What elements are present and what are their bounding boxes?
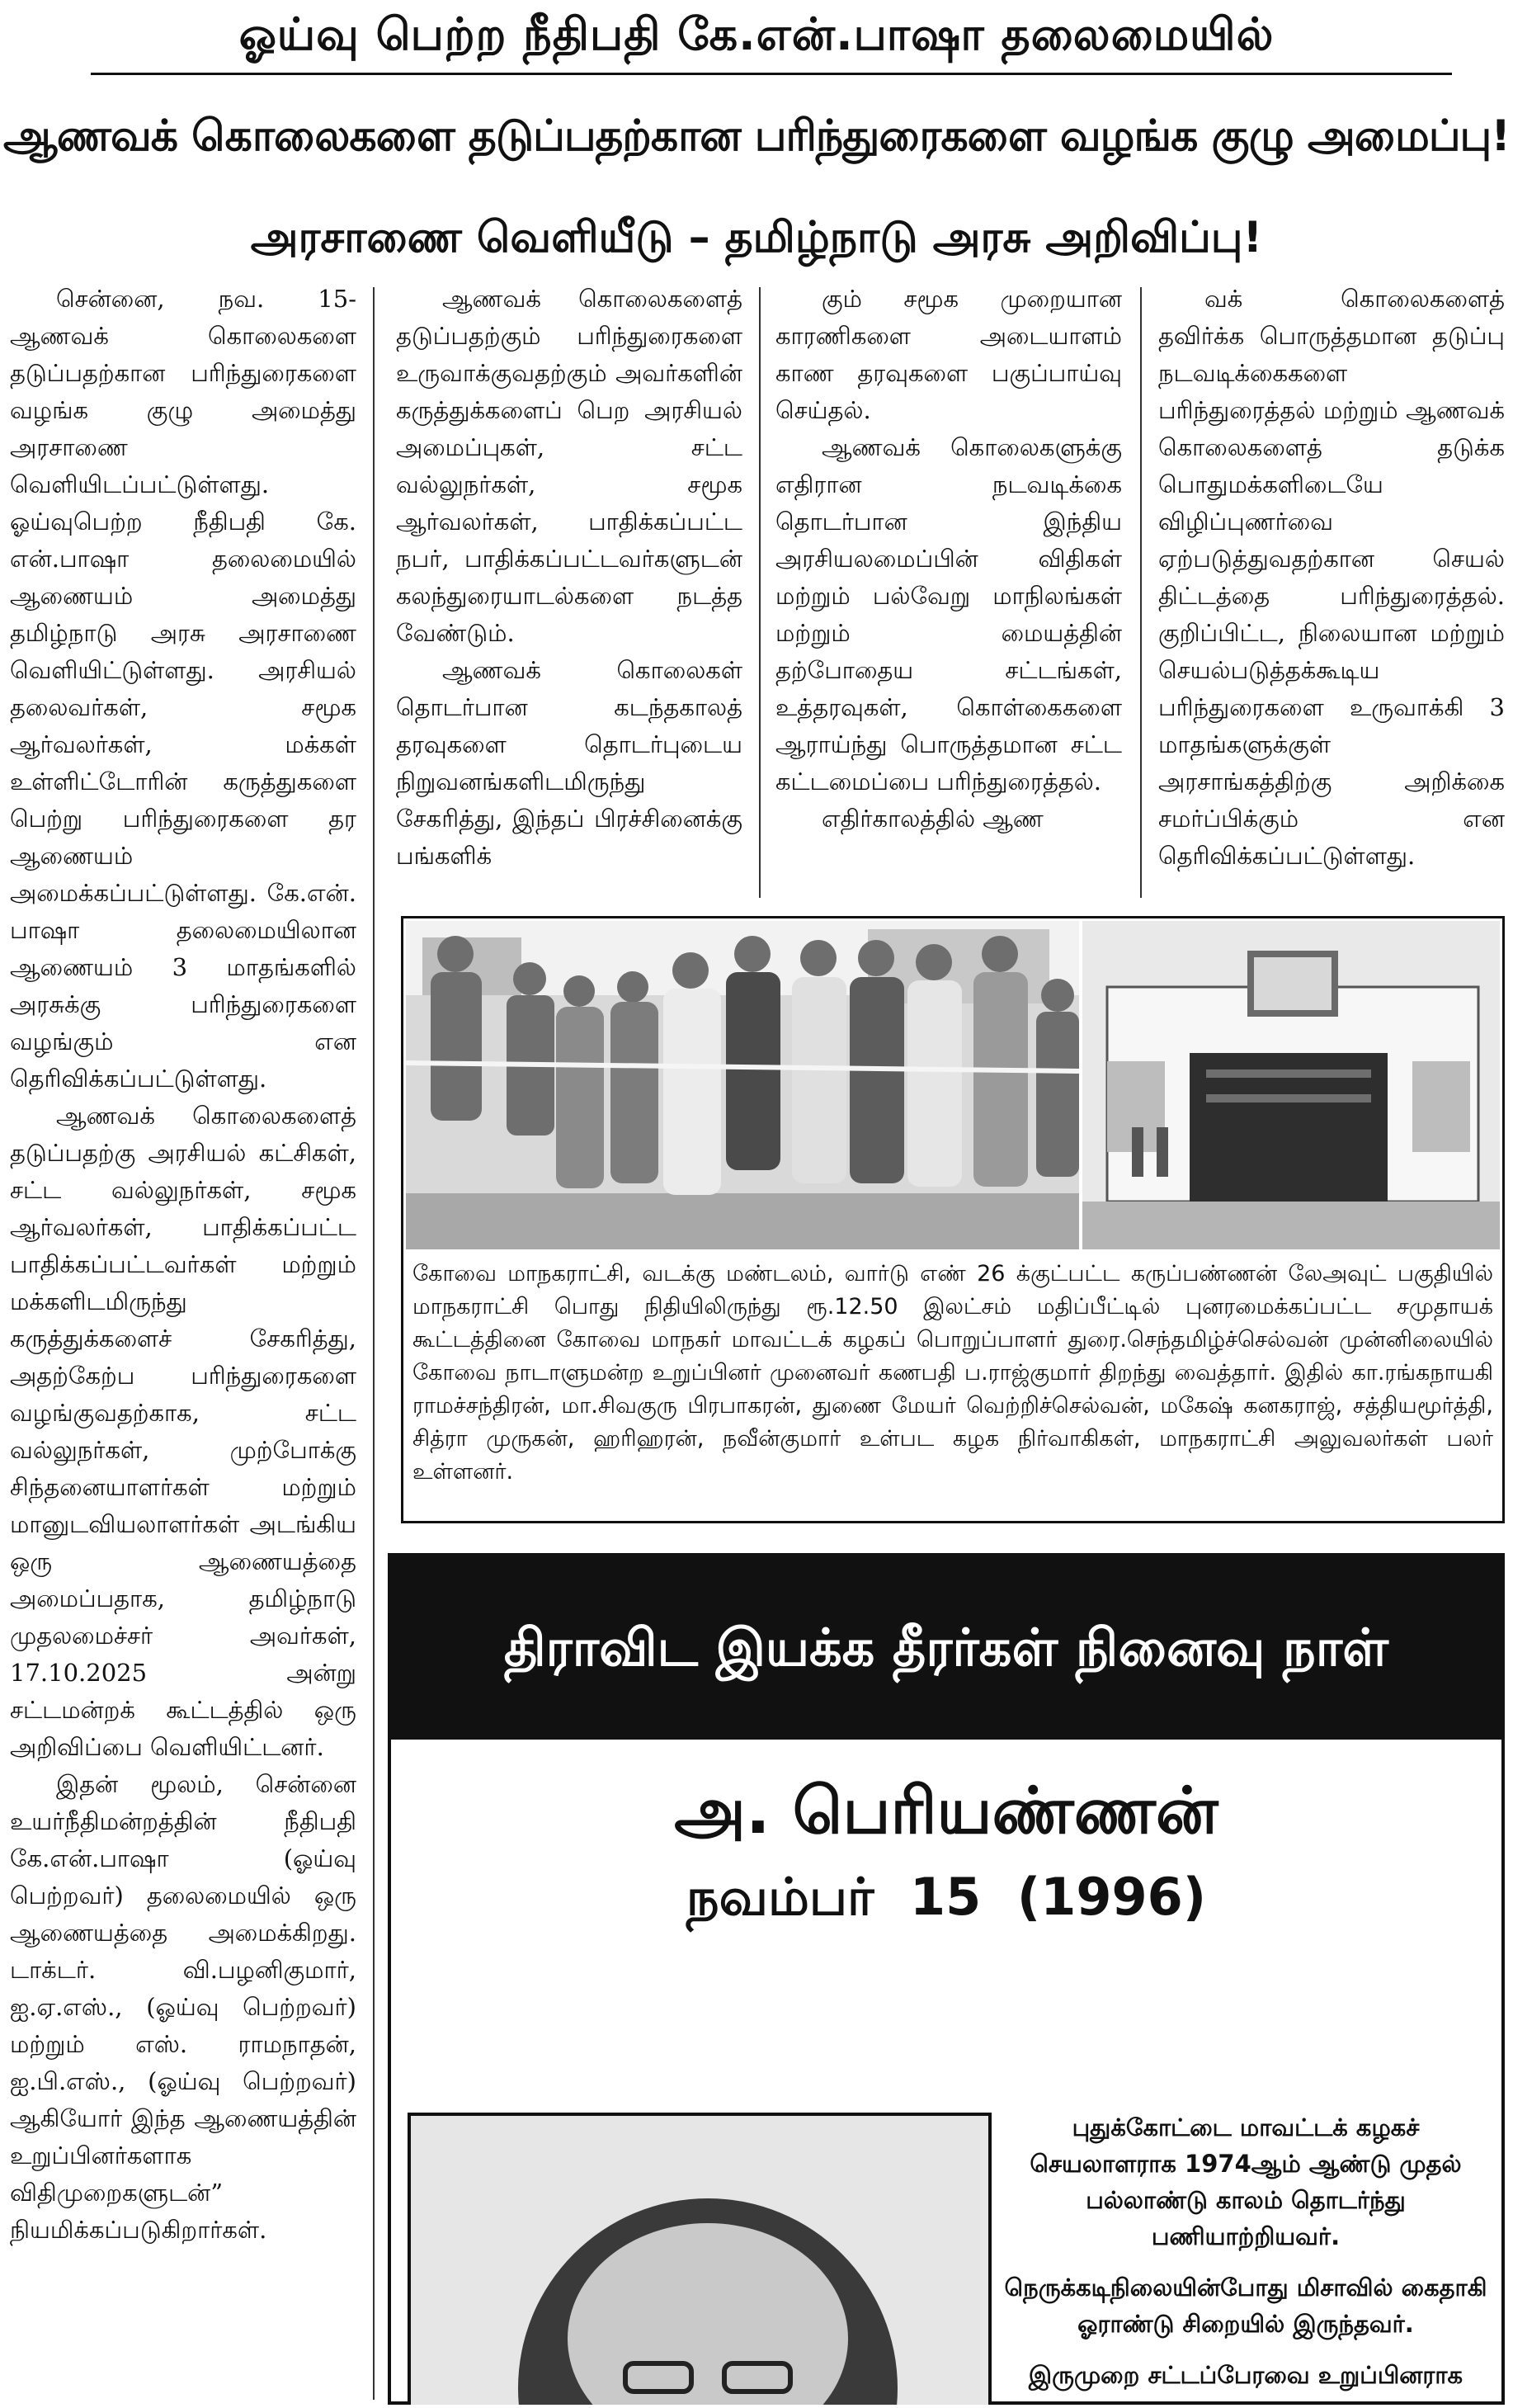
article-column-3 xyxy=(775,281,1122,904)
ribbon-cutting-photo xyxy=(406,921,1079,1249)
memorial-portrait xyxy=(408,2113,992,2405)
article-column-1 xyxy=(10,281,356,2401)
sub-headline: அரசாணை வெளியீடு – தமிழ்நாடு அரசு அறிவிப்பு! xyxy=(250,213,1263,262)
article-column-4 xyxy=(1158,281,1505,904)
article-paragraph: ஆணவக் கொலைகளைத் தடுப்பதற்கு அரசியல் கட்சிகள், சட்ட வல்லுநர்கள், சமூக ஆர்வலர்கள், பாதிக்கப்பட்ட பாதிக்கப்பட்டவர்கள் மற்றும் மக்களிடமிருந்து கருத்துக்களைச் சேகரித்து, அதற்கேற்ப பரிந்துரைகளை வழங்குவதற்காக, சட்ட வல்லுநர்கள், முற்போக்கு சிந்தனையாளர்கள் மற்றும் மானுடவியலாளர்கள் அடங்கிய ஒரு ஆணையத்தை அமைப்பதாக, தமிழ்நாடு முதலமைச்சர் அவர்கள், 17.10.2025 அன்று சட்டமன்றக் கூட்டத்தில் ஒரு அறிவிப்பை வெளியிட்டனர். xyxy=(10,1102,356,1761)
column-divider xyxy=(759,287,761,898)
memorial-name: அ. பெரியண்ணன் xyxy=(674,1774,1218,1848)
article-paragraph: வக் கொலைகளைத் தவிர்க்க பொருத்தமான தடுப்பு நடவடிக்கைகளை பரிந்துரைத்தல் மற்றும் ஆணவக் கொலைகளைத் தடுக்க பொதுமக்களிடையே விழிப்புணர்வை ஏற்படுத்துவதற்கான செயல் திட்டத்தை பரிந்துரைத்தல். குறிப்பிட்ட, நிலையான மற்றும் செயல்படுத்தக்கூடிய பரிந்துரைகளை உருவாக்கி 3 மாதங்களுக்குள் அரசாங்கத்திற்கு அறிக்கை சமர்ப்பிக்கும் என தெரிவிக்கப்பட்டுள்ளது. xyxy=(1158,285,1505,870)
memorial-date: நவம்பர் 15 (1996) xyxy=(686,1867,1207,1927)
bio-paragraph: இருமுறை சட்டப்பேரவை உறுப்பினராக xyxy=(1028,2361,1464,2389)
column-divider xyxy=(1140,287,1142,898)
community-hall-illustration xyxy=(1082,921,1500,1249)
column-divider xyxy=(373,287,375,2400)
portrait-illustration xyxy=(411,2116,992,2405)
article-paragraph: ஆணவக் கொலைகள் தொடர்பான கடந்தகாலத் தரவுகளை தொடர்புடைய நிறுவனங்களிடமிருந்து சேகரித்து, இந்தப் பிரச்சினைக்கு பங்களிக் xyxy=(396,656,742,870)
memorial-banner: திராவிட இயக்க தீரர்கள் நினைவு நாள் xyxy=(391,1556,1501,1740)
memorial-bio xyxy=(998,2109,1493,2408)
bio-paragraph: புதுக்கோட்டை மாவட்டக் கழகச் செயலாளராக 1974ஆம் ஆண்டு முதல் பல்லாண்டு காலம் தொடர்ந்து பணியாற்றியவர். xyxy=(1030,2113,1462,2250)
community-hall-photo xyxy=(1082,921,1500,1249)
ribbon-cutting-illustration xyxy=(406,921,1079,1249)
article-paragraph: எதிர்காலத்தில் ஆண xyxy=(822,805,1044,833)
article-paragraph: சென்னை, நவ. 15- ஆணவக் கொலைகளை தடுப்பதற்கான பரிந்துரைகளை வழங்க குழு அமைத்து அரசாணை வெளியிடப்பட்டுள்ளது. ஓய்வுபெற்ற நீதிபதி கே. என்.பாஷா தலைமையில் ஆணையம் அமைத்து தமிழ்நாடு அரசு அரசாணை வெளியிட்டுள்ளது. அரசியல் தலைவர்கள், சமூக ஆர்வலர்கள், மக்கள் உள்ளிட்டோரின் கருத்துகளை பெற்று பரிந்துரைகளை தர ஆணையம் அமைக்கப்பட்டுள்ளது. கே.என். பாஷா தலைமையிலான ஆணையம் 3 மாதங்களில் அரசுக்கு பரிந்துரைகளை வழங்கும் என தெரிவிக்கப்பட்டுள்ளது. xyxy=(10,285,356,1093)
article-column-2 xyxy=(396,281,742,904)
header-rule xyxy=(91,73,1452,75)
kicker-headline: ஓய்வு பெற்ற நீதிபதி கே.என்.பாஷா தலைமையில் xyxy=(238,8,1275,60)
bio-paragraph: நெருக்கடிநிலையின்போது மிசாவில் கைதாகி ஓராண்டு சிறையில் இருந்தவர். xyxy=(1004,2273,1487,2338)
photo-caption: கோவை மாநகராட்சி, வடக்கு மண்டலம், வார்டு எண் 26 க்குட்பட்ட கருப்பண்ணன் லேஅவுட் பகுதியில் மாநகராட்சி பொது நிதியிலிருந்து ரூ.12.50 இலட்சம் மதிப்பீட்டில் புனரமைக்கப்பட்ட சமுதாயக் கூட்டத்தினை கோவை மாநகர் மாவட்டக் கழகப் பொறுப்பாளர் துரை.செந்தமிழ்ச்செல்வன் முன்னிலையில் கோவை நாடாளுமன்ற உறுப்பினர் முனைவர் கணபதி ப.ராஜ்குமார் திறந்து வைத்தார். இதில் கா.ரங்கநாயகி ராமச்சந்திரன், மா.சிவகுரு பிரபாகரன், துணை மேயர் வெற்றிச்செல்வன், மகேஷ் கனகராஜ், சத்தியமூர்த்தி, சித்ரா முருகன், ஹரிஹரன், நவீன்குமார் உள்பட கழக நிர்வாகிகள், மாநகராட்சி அலுவலர்கள் பலர் உள்ளனர். xyxy=(412,1261,1493,1485)
article-paragraph: கும் சமூக முறையான காரணிகளை அடையாளம் காண தரவுகளை பகுப்பாய்வு செய்தல். xyxy=(775,285,1122,424)
article-paragraph: இதன் மூலம், சென்னை உயர்நீதிமன்றத்தின் நீதிபதி கே.என்.பாஷா (ஓய்வு பெற்றவர்) தலைமையில் ஒரு ஆணையத்தை அமைக்கிறது. டாக்டர். வி.பழனிகுமார், ஐ.ஏ.எஸ்., (ஓய்வு பெற்றவர்) மற்றும் எஸ். ராமநாதன், ஐ.பி.எஸ்., (ஓய்வு பெற்றவர்) ஆகியோர் இந்த ஆணையத்தின் உறுப்பினர்களாக விதிமுறைகளுடன்” நியமிக்கப்படுகிறார்கள். xyxy=(10,1770,356,2244)
article-paragraph: ஆணவக் கொலைகளுக்கு எதிரான நடவடிக்கை தொடர்பான இந்திய அரசியலமைப்பின் விதிகள் மற்றும் பல்வேறு மாநிலங்கள் மற்றும் மையத்தின் தற்போதைய சட்டங்கள், உத்தரவுகள், கொள்கைகளை ஆராய்ந்து பொருத்தமான சட்ட கட்டமைப்பை பரிந்துரைத்தல். xyxy=(775,433,1122,796)
article-paragraph: ஆணவக் கொலைகளைத் தடுப்பதற்கும் பரிந்துரைகளை உருவாக்குவதற்கும் அவர்களின் கருத்துக்களைப் பெற அரசியல் அமைப்புகள், சட்ட வல்லுநர்கள், சமூக ஆர்வலர்கள், பாதிக்கப்பட்ட நபர், பாதிக்கப்பட்டவர்களுடன் கலந்துரையாடல்களை நடத்த வேண்டும். xyxy=(396,285,742,647)
main-headline: ஆணவக் கொலைகளை தடுப்பதற்கான பரிந்துரைகளை வழங்க குழு அமைப்பு! xyxy=(3,111,1510,161)
